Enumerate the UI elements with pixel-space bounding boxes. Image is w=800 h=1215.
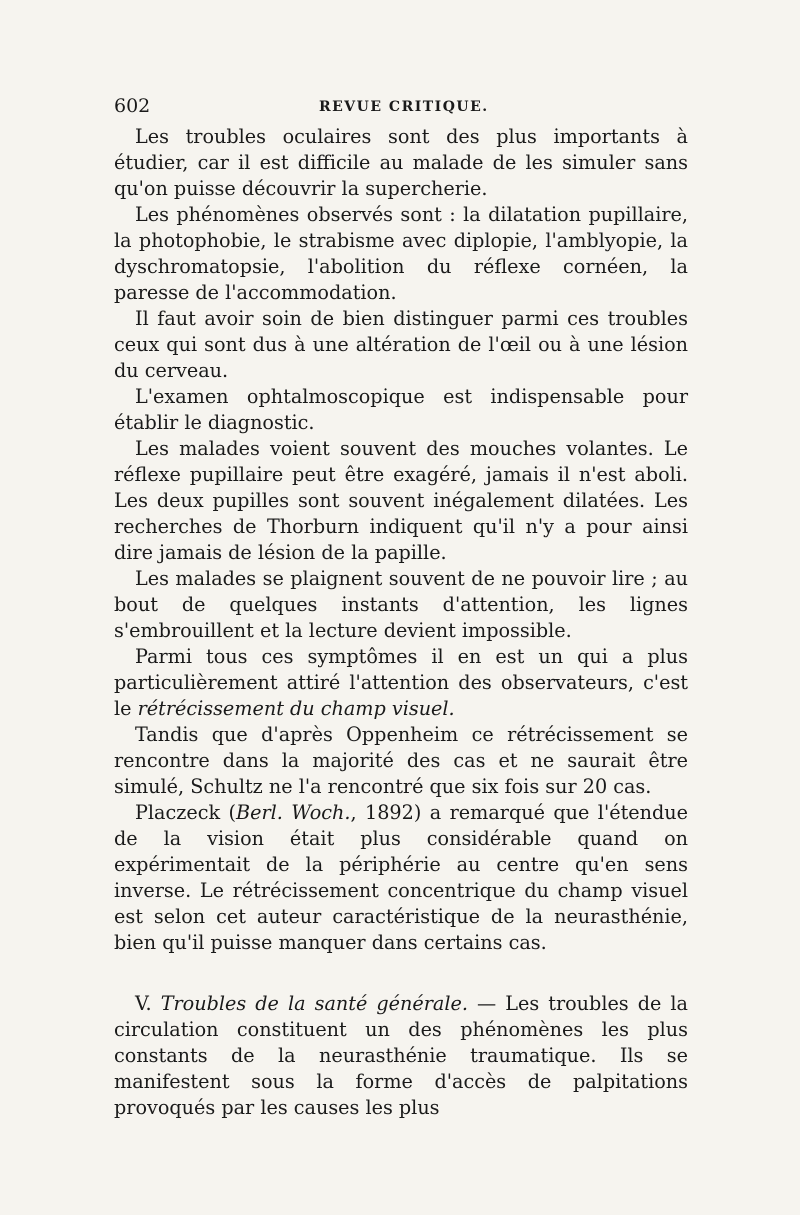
citation-italic: Berl. Woch. <box>236 801 351 824</box>
paragraph-text: Les malades se plaignent souvent de ne pouvoir lire ; au bout de quelques instants d'attention, les lignes s'embrouillent et la lecture devient impossible. <box>114 567 688 642</box>
paragraph <box>114 202 688 306</box>
paragraph-text: Tandis que d'après Oppenheim ce rétrécissement se rencontre dans la majorité des cas et ne saurait être simulé, Schultz ne l'a rencontré que six fois sur 20 cas. <box>114 723 688 798</box>
running-head: REVUE CRITIQUE. <box>319 99 489 115</box>
paragraph-text: Parmi tous ces symptômes il en est un qui a plus particulièrement attiré l'attention des observateurs, c'est le <box>114 645 688 720</box>
paragraph <box>114 566 688 644</box>
paragraph-text: Les troubles oculaires sont des plus importants à étudier, car il est difficile au malade de les simuler sans qu'on puisse découvrir la supercherie. <box>114 125 688 200</box>
paragraph <box>114 124 688 202</box>
page-header <box>114 95 686 119</box>
body-text <box>114 124 688 1121</box>
paragraph <box>114 722 688 800</box>
paragraph <box>114 436 688 566</box>
section-paragraph <box>114 991 688 1121</box>
paragraph-text: Les malades voient souvent des mouches volantes. Le réflexe pupillaire peut être exagéré, jamais il n'est aboli. Les deux pupilles sont souvent inégalement dilatées. Les recherches de Thorburn indiquent qu'il n'y a pour ainsi dire jamais de lésion de la papille. <box>114 437 688 564</box>
paragraph-text: L'examen ophtalmoscopique est indispensable pour établir le diagnostic. <box>114 385 688 434</box>
paragraph-text: Les phénomènes observés sont : la dilatation pupillaire, la photophobie, le strabisme avec diplopie, l'amblyopie, la dyschromatopsie, l'abolition du réflexe cornéen, la paresse de l'accommodation. <box>114 203 688 304</box>
paragraph-text: Il faut avoir soin de bien distinguer parmi ces troubles ceux qui sont dus à une altération de l'œil ou à une lésion du cerveau. <box>114 307 688 382</box>
paragraph <box>114 644 688 722</box>
paragraph-text: Placzeck ( <box>135 801 236 824</box>
paragraph <box>114 384 688 436</box>
section-spacer <box>114 956 688 991</box>
paragraph <box>114 800 688 956</box>
paragraph-text: — Les troubles de la circulation constituent un des phénomènes les plus constants de la neurasthénie traumatique. Ils se manifestent sous la forme d'accès de palpitations provoqués par les causes les plus <box>114 992 688 1119</box>
paragraph <box>114 306 688 384</box>
paragraph-text: , 1892) a remarqué que l'étendue de la vision était plus considérable quand on expérimentait de la périphérie au centre qu'en sens inverse. Le rétrécissement concentrique du champ visuel est selon cet auteur caractéristique de la neurasthénie, bien qu'il puisse manquer dans certains cas. <box>114 801 688 954</box>
section-number: V. <box>135 992 152 1015</box>
page-number: 602 <box>114 95 151 117</box>
italic-term: rétrécissement du champ visuel. <box>137 697 455 720</box>
section-title: Troubles de la santé générale. <box>160 992 468 1015</box>
